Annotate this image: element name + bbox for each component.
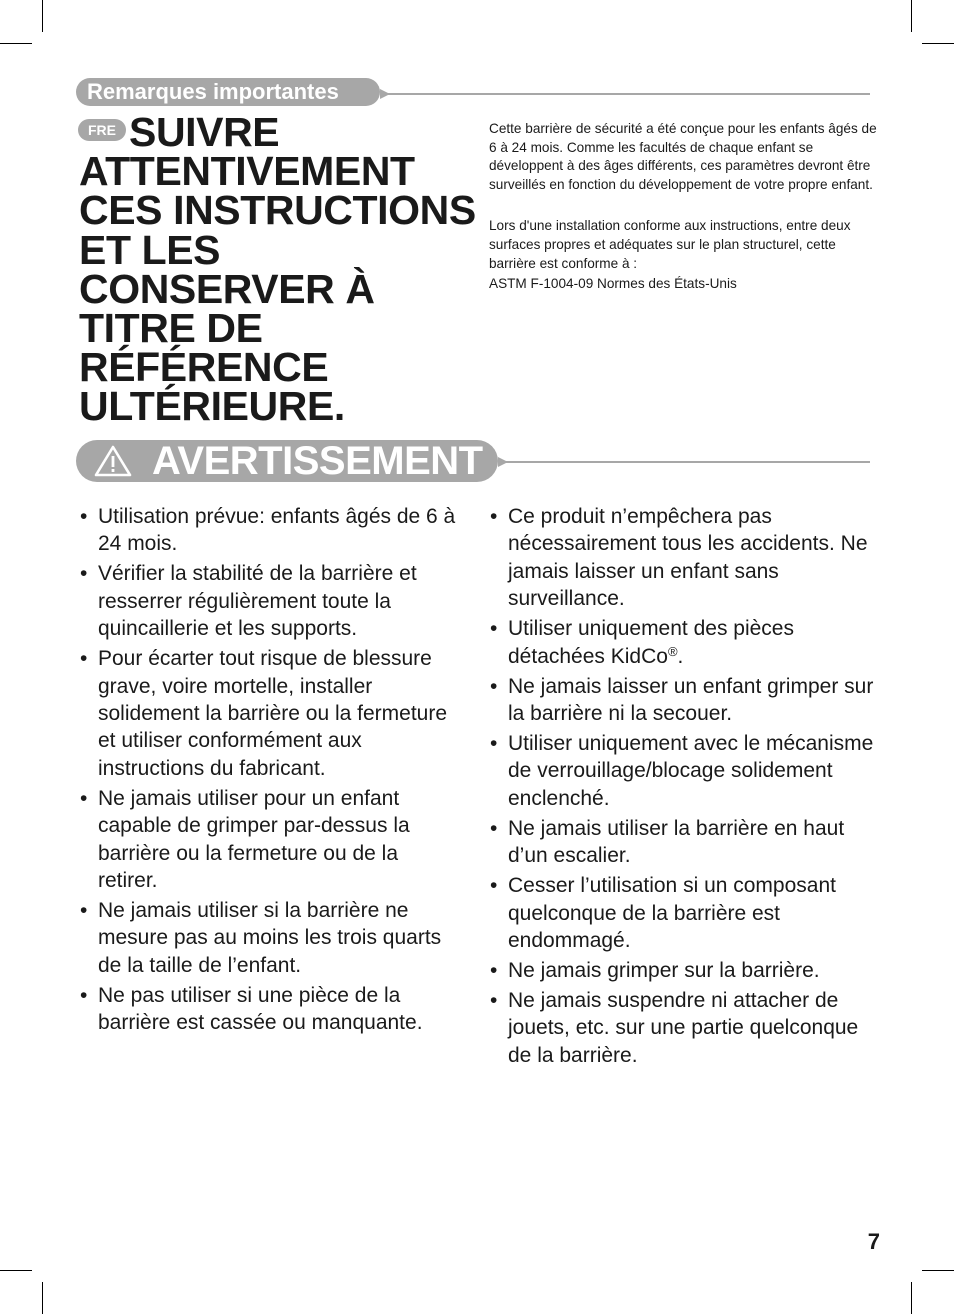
crop-mark [0, 43, 32, 44]
warning-item: • Utilisation prévue: enfants âgés de 6 à 24 mois. [80, 503, 460, 558]
section-header: Remarques importantes [76, 78, 380, 106]
section-divider [380, 93, 870, 95]
warning-item: • Ce produit n’empêchera pas nécessairement tous les accidents. Ne jamais laisser un enfant sans surveillance. [490, 503, 882, 613]
crop-mark [922, 43, 954, 44]
warning-item-text: Utiliser uniquement des pièces détachées KidCo [508, 617, 794, 668]
crop-mark [0, 1270, 32, 1271]
intro-paragraph: Cette barrière de sécurité a été conçue pour les enfants âgés de 6 à 24 mois. Comme les facultés de chaque enfant se développent à des âges différents, ces paramètres devront être surveillés en fonction du développement de votre propre enfant. [489, 121, 877, 192]
standard-reference: ASTM F-1004-09 Normes des États-Unis [489, 276, 737, 292]
crop-mark [911, 0, 912, 32]
warning-banner [76, 440, 498, 482]
warning-item [490, 615, 882, 670]
warning-item: • Ne pas utiliser si une pièce de la barrière est cassée ou manquante. [80, 982, 460, 1037]
language-badge: FRE [78, 119, 126, 141]
crop-mark [922, 1270, 954, 1271]
page-title: SUIVRE ATTENTIVEMENT CES INSTRUCTIONS ET LES CONSERVER À TITRE DE RÉFÉRENCE ULTÉRIEURE. [79, 109, 476, 430]
warning-item: • Ne jamais grimper sur la barrière. [490, 957, 882, 984]
crop-mark [42, 1282, 43, 1314]
warning-list-right [490, 503, 882, 1072]
warning-item: • Ne jamais laisser un enfant grimper sur la barrière ni la secouer. [490, 673, 882, 728]
warning-triangle-icon [93, 444, 133, 478]
intro-paragraph: Lors d'une installation conforme aux instructions, entre deux surfaces propres et adéquates sur le plan structurel, cette barrière est conforme à : [489, 218, 851, 271]
warning-divider [498, 461, 870, 463]
crop-mark [42, 0, 43, 32]
warning-title: AVERTISSEMENT [152, 439, 483, 483]
warning-item: • Vérifier la stabilité de la barrière et resserrer régulièrement toute la quincaillerie et les supports. [80, 560, 460, 642]
crop-mark [911, 1282, 912, 1314]
warning-item: • Ne jamais utiliser la barrière en haut d’un escalier. [490, 815, 882, 870]
warning-item: • Utiliser uniquement avec le mécanisme de verrouillage/blocage solidement enclenché. [490, 730, 882, 812]
registered-mark: ® [667, 643, 678, 659]
warning-item: • Cesser l’utilisation si un composant quelconque de la barrière est endommagé. [490, 872, 882, 954]
warning-list-left [80, 503, 460, 1039]
warning-item: • Pour écarter tout risque de blessure grave, voire mortelle, installer solidement la barrière ou la fermeture et utiliser conformément aux instructions du fabricant. [80, 645, 460, 782]
warning-item: • Ne jamais utiliser si la barrière ne mesure pas au moins les trois quarts de la taille de l’enfant. [80, 897, 460, 979]
warning-item: • Ne jamais utiliser pour un enfant capable de grimper par-dessus la barrière ou la fermeture ou de la retirer. [80, 785, 460, 895]
page-number: 7 [867, 1229, 880, 1254]
intro-text [489, 120, 877, 317]
warning-item: • Ne jamais suspendre ni attacher de jouets, etc. sur une partie quelconque de la barrière. [490, 987, 882, 1069]
warning-item-period: . [677, 644, 684, 668]
